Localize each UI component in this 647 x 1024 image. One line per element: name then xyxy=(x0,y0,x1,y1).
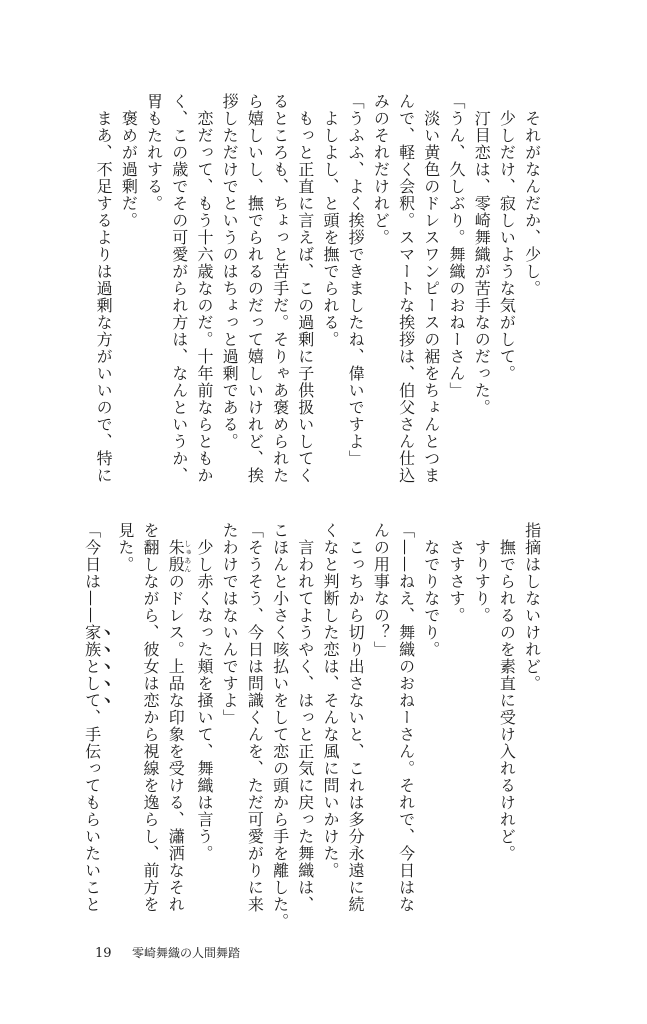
text-column: 汀目恋は、零崎舞織が苦手なのだった。 xyxy=(472,110,492,416)
text-column: まあ、不足するよりは過剰な方がいいので、特に xyxy=(94,110,114,484)
text-column: くなと判断した恋は、そんな風に問いかけた。 xyxy=(320,522,340,879)
text-column: こほんと小さく咳払いをして恋の頭から手を離した。 xyxy=(270,522,290,930)
text-column: さすさす。 xyxy=(446,539,466,624)
running-title: 零崎舞織の人間舞踏 xyxy=(132,946,241,960)
text-column: 褒めが過剰だ。 xyxy=(119,110,139,229)
emphasis-text: 家族として xyxy=(82,624,102,709)
text-column: それがなんだか、少し。 xyxy=(522,110,542,297)
lower-text-block xyxy=(82,522,545,932)
text-column: く、この歳でその可愛がられ方は、なんというか、 xyxy=(169,93,189,484)
line-text: 、手伝ってもらいたいこと xyxy=(82,709,102,913)
text-column: ら嬉しいし、撫でられるのだって嬉しいけれど、挨 xyxy=(245,93,265,484)
text-column: よしよし、と頭を撫でられる。 xyxy=(320,110,340,348)
text-column: を翻しながら、彼女は恋から視線を逸らし、前方を xyxy=(141,522,161,913)
text-column: 拶しただけでというのはちょっと過剰である。 xyxy=(220,93,240,450)
text-column: んで、軽く会釈。スマートな挨拶は、伯父さん仕込 xyxy=(396,93,416,484)
text-column: 見た。 xyxy=(115,522,135,573)
text-column: 淡い黄色のドレスワンピースの裾をちょんとつま xyxy=(421,110,441,484)
text-column: こっちから切り出さないと、これは多分永遠に続 xyxy=(346,539,366,913)
upper-text-block xyxy=(91,93,545,503)
text-column: 「そうそう、今日は問識くんを、ただ可愛がりに来 xyxy=(245,522,265,913)
page-footer xyxy=(95,945,240,961)
text-column: もっと正直に言えば、この過剰に子供扱いしてく xyxy=(295,110,315,484)
ruby-base: 朱殷 xyxy=(166,539,186,573)
text-column: 少しだけ、寂しいような気がして。 xyxy=(497,110,517,382)
text-column: 言われてようやく、はっと正気に戻った舞織は、 xyxy=(295,539,315,913)
text-column: なでりなでり。 xyxy=(421,539,441,658)
line-text: 「今日は—— xyxy=(82,522,102,624)
text-column: 「——ねえ、舞織のおねーさん。それで、今日はな xyxy=(396,522,416,913)
ruby-reading: しゅあん xyxy=(183,539,192,573)
text-column: るところも、ちょっと苦手だ。そりゃあ褒められた xyxy=(270,93,290,484)
page-number: 19 xyxy=(95,946,112,961)
text-column: 「うふふ、よく挨拶できましたね、偉いですよ」 xyxy=(346,93,366,467)
text-column: んの用事なの？」 xyxy=(371,522,391,658)
text-column: 胃もたれする。 xyxy=(144,93,164,212)
text-column: 恋だって、もう十六歳なのだ。十年前ならともか xyxy=(194,110,214,484)
text-column: 少し赤くなった頬を掻いて、舞織は言う。 xyxy=(194,539,214,862)
text-column: 指摘はしないけれど。 xyxy=(522,522,542,692)
text-column: 撫でられるのを素直に受け入れるけれど。 xyxy=(497,539,517,862)
line-text: のドレス。上品な印象を受ける、瀟洒なそれ xyxy=(166,573,186,913)
text-column-with-ruby xyxy=(163,522,192,932)
text-column-with-emphasis xyxy=(79,522,112,932)
text-column: 「うん、久しぶり。舞織のおねーさん」 xyxy=(446,93,466,399)
text-column: すりすり。 xyxy=(472,539,492,624)
ruby-annotation xyxy=(166,539,192,573)
text-column: たわけではないんですよ」 xyxy=(220,522,240,726)
text-column: みのそれだけれど。 xyxy=(371,93,391,246)
